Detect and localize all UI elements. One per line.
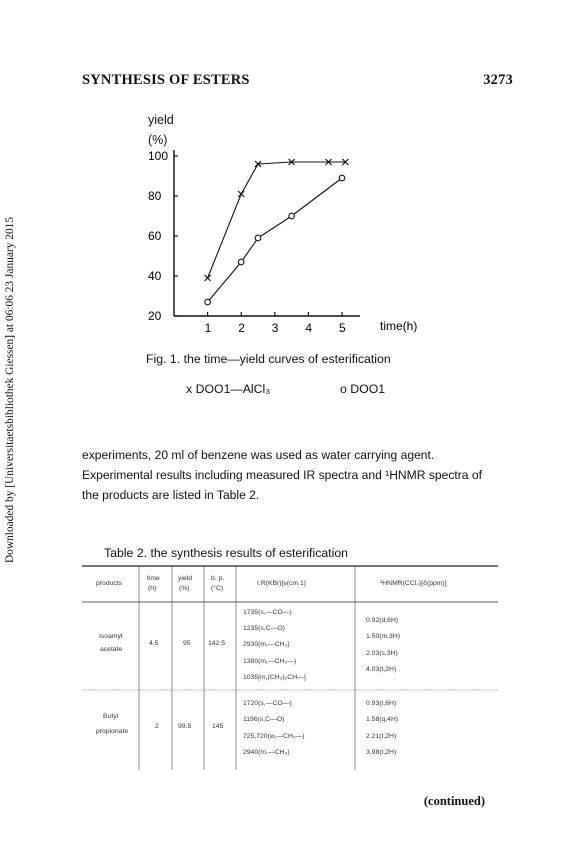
r1-product-2: acetate: [100, 646, 123, 653]
r2-ir-4: 2940(m,—CH₃): [243, 749, 290, 756]
th-yield-2: (%): [179, 585, 190, 592]
legend-x: x DOO1—AlCl₃: [186, 382, 271, 396]
y-tick-label: 80: [148, 189, 162, 203]
r2-ir-2: 1196(s,C—O): [243, 716, 285, 723]
r2-bp: 145: [212, 723, 224, 730]
x-tick-label: 5: [339, 321, 346, 335]
r2-nmr-4: 3.98(t,2H): [366, 749, 397, 756]
r2-time: 2: [155, 723, 159, 730]
x-tick-label: 4: [305, 321, 313, 335]
r2-ir-3: 725,720(w,—CH₂—): [243, 733, 305, 740]
page-number: 3273: [483, 72, 513, 88]
th-time-1: time: [147, 575, 160, 582]
r2-nmr-3: 2.21(t,2H): [366, 733, 397, 740]
r1-bp: 142.5: [208, 640, 226, 647]
y-tick-label: 40: [148, 269, 162, 283]
x-tick-label: 3: [271, 321, 279, 335]
y-axis-label-line1: yield: [148, 113, 174, 127]
x-axis-label: time(h): [380, 319, 418, 333]
th-ir: I.R(KBr)[ν(cm 1]: [257, 580, 306, 587]
y-axis-label-line2: (%): [148, 133, 168, 147]
r1-nmr-3: 2.03(s,3H): [366, 650, 398, 657]
legend-o: o DOO1: [340, 382, 386, 396]
continued-note: (continued): [423, 794, 485, 808]
th-nmr: ¹HNMR(CCl₄)[δ(ppm)]: [380, 580, 447, 587]
r2-product-1: Butyl: [103, 713, 119, 720]
th-yield-1: yield: [178, 575, 192, 582]
th-bp-2: (°C): [211, 585, 224, 592]
th-bp-1: b. p.: [211, 575, 225, 582]
running-header-title: SYNTHESIS OF ESTERS: [82, 72, 250, 88]
r2-nmr-1: 0.93(t,6H): [366, 700, 397, 707]
r1-nmr-4: 4.03(t,2H): [366, 666, 397, 673]
r1-ir-2: 1235(s,C—O): [243, 625, 285, 632]
body-line-1: experiments, 20 ml of benzene was used as water carrying agent.: [82, 448, 435, 462]
body-line-3: the products are listed in Table 2.: [82, 488, 260, 502]
figure-caption: Fig. 1. the time—yield curves of esterification: [146, 352, 391, 366]
r1-ir-1: 1735(s,—CO—): [243, 609, 292, 616]
r2-nmr-2: 1.58(q,4H): [366, 716, 399, 723]
y-tick-label: 20: [148, 309, 162, 323]
r1-ir-4: 1380(m,—CH₂—): [243, 658, 297, 665]
x-tick-label: 1: [204, 321, 212, 335]
r2-yield: 99.5: [178, 723, 192, 730]
r2-ir-1: 1720(s,—CO—): [243, 700, 292, 707]
table-title: Table 2. the synthesis results of esterification: [104, 546, 349, 560]
r2-product-2: propionate: [96, 728, 129, 735]
th-time-2: (h): [148, 585, 157, 592]
download-watermark-text: Downloaded by [Universitaetsbibliothek Giessen] at 06:06 23 January 2015: [4, 216, 16, 564]
th-products: products: [96, 580, 123, 587]
r1-yield: 95: [183, 640, 191, 647]
y-tick-label: 60: [148, 229, 162, 243]
r1-nmr-2: 1.50(m,3H): [366, 633, 400, 640]
y-tick-label: 100: [148, 149, 169, 163]
r1-time: 4.5: [149, 640, 159, 647]
x-tick-label: 2: [238, 321, 245, 335]
r1-ir-5: 1035[m,(CH₃)₂CH—]: [243, 674, 306, 681]
r1-product-1: Isoamyl: [99, 633, 123, 640]
body-line-2: Experimental results including measured IR spectra and ¹HNMR spectra of: [82, 468, 482, 482]
r1-ir-3: 2930(m,—CH₃): [243, 641, 290, 648]
r1-nmr-1: 0.92(d,6H): [366, 617, 399, 624]
